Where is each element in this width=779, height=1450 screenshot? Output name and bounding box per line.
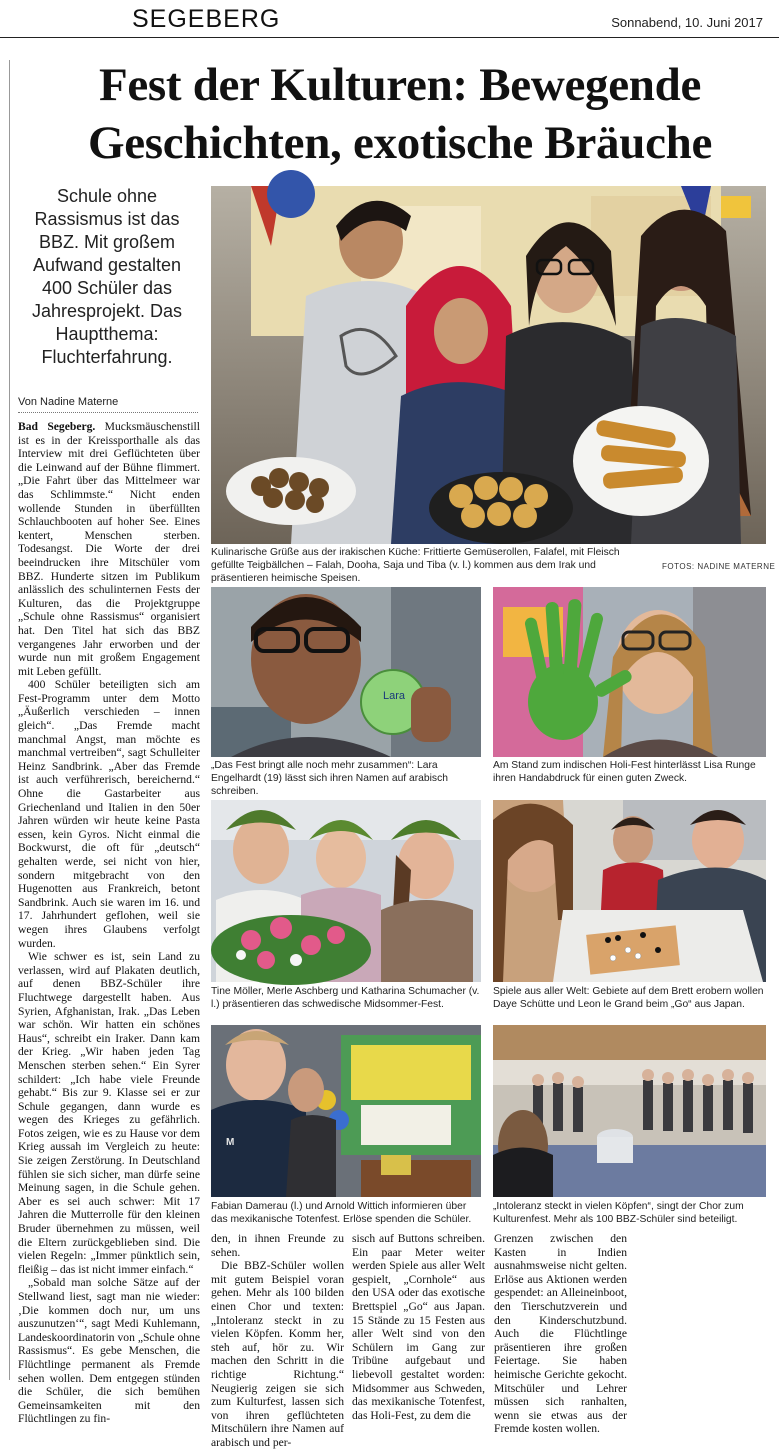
- photo-midsommer: [211, 800, 481, 982]
- body-paragraph: „Sobald man solche Sätze auf der Stellwand liest, sagt man nie wieder: ‚Die kommen doch nur, um uns auszunutzen‘“, sagt Medi Kuhlemann, Landeskoordinatorin von „Schule ohne Rassismus“. Es gebe Menschen, die Flüchtlinge permanent als Fremde sehen wollen. Dem entgegen stünden die Schüler, die sich bemühen Gemeinsamkeiten mit den Flüchtlingen zu fin-: [18, 1276, 200, 1426]
- body-paragraph: 400 Schüler beteiligten sich am Fest-Programm unter dem Motto „Äußerlich verschieden – innen gleich“. „Das Fremde macht manchmal Angst, man möchte es manchmal vertreiben“, sagt Schulleiter Heinz Sandbrink. „Aber das Fremde ist auch verführerisch, bereichernd.“ Ohne die Gastarbeiter aus Griechenland und Italien in den 50er Jahren würden wir heute keine Pasta essen, kein Gyros. Nicht einmal die Bockwurst, die oft für „deutsch“ gehalten werde, sei nicht von hier, sondern mitgebracht von den Hugenotten aus Frankreich, betont Sandbrink. Auch sie waren im 16. und 17. Jahrhundert geflohen, weil sie wegen ihres Glaubens verfolgt wurden.: [18, 678, 200, 950]
- issue-date: Sonnabend, 10. Juni 2017: [611, 15, 763, 30]
- caption-photo-4: Tine Möller, Merle Aschberg und Katharina Schumacher (v. l.) präsentieren das schwedische Midsommer-Fest.: [211, 986, 480, 1010]
- caption-photo-7: „Intoleranz steckt in vielen Köpfen“, singt der Chor zum Kulturenfest. Mehr als 100 BBZ-Schüler sind beteiligt.: [493, 1201, 744, 1225]
- caption-photo-2: „Das Fest bringt alle noch mehr zusammen“: Lara Engelhardt (19) lässt sich ihren Namen auf arabisch schreiben.: [211, 760, 448, 797]
- article-lead: Schule ohne Rassismus ist das BBZ. Mit großem Aufwand gestalten 400 Schüler das Jahresprojekt. Das Hauptthema: Fluchterfahrung.: [31, 186, 183, 367]
- body-paragraph: Grenzen zwischen den Kasten in Indien ausnahmsweise nicht gelten. Erlöse aus Aktionen werden gespendet: an Alleineinboot, den Tierschutzverein und den Kinderschutzbund. Auch die Flüchtlinge präsentieren ihre großen Feiertage. Sie haben heimische Gerichte gekocht. Mitschüler und Lehrer müssen sich ranhalten, wenn sie etwas aus der Fremde kosten wollen.: [494, 1232, 627, 1436]
- article-column-2: [211, 1232, 344, 1449]
- caption-photo-6: Fabian Damerau (l.) und Arnold Wittich informieren über das mexikanische Totenfest. Erlöse spenden die Schüler.: [211, 1201, 472, 1225]
- caption-photo-5: Spiele aus aller Welt: Gebiete auf dem Brett erobern wollen Daye Schütte und Leon le Grand beim „Go“ aus Japan.: [493, 986, 764, 1010]
- article-column-4: [494, 1232, 627, 1436]
- svg-text:M: M: [226, 1137, 235, 1148]
- masthead: [0, 0, 779, 38]
- left-margin-rule: [9, 60, 10, 1380]
- section-title: SEGEBERG: [132, 5, 281, 33]
- photo-totenfest: [211, 1025, 481, 1197]
- paragraph-text: Mucksmäuschenstill ist es in der Kreissporthalle als das Interview mit drei Geflüchteten über die Leinwand auf der Bühne flimmert. „Die Fahrt über das Mittelmeer war das Schlimmste.“ Nicht enden wollende Stunden in überfüllten Schlauchbooten auf hoher See. Eines kentert, Menschen sterben. Todesangst. Die Worte der drei beeindrucken ihre Mitschüler vom BBZ. Hunderte sitzen im Publikum anlässlich des schulinternen Fests der Kulturen, das die Projektgruppe „Schule ohne Rassismus“ organisiert hat. Den Titel hat sich das BBZ vergangenes Jahr erworben und der wurde nun mit großem Engagement mit Leben gefüllt.: [18, 420, 200, 678]
- photo-holi-handprint: [493, 587, 766, 757]
- dateline: Bad Segeberg.: [18, 420, 96, 433]
- caption-photo-3: Am Stand zum indischen Holi-Fest hinterlässt Lisa Runge ihren Handabdruck für einen guten Zweck.: [493, 760, 756, 784]
- body-paragraph: Die BBZ-Schüler wollen mit gutem Beispiel voran gehen. Mehr als 100 bilden einen Chor und texten: „Intoleranz steckt in zu vielen Köpfen. Komm her, steh auf, hör zu. Wir machen den Schritt in die richtige Richtung.“ Neugierig zeigen sie sich zum Kulturfest, lassen sich von ihren geflüchteten Mitschülern ihre Namen auf arabisch und per-: [211, 1259, 344, 1449]
- badge-text: Lara: [383, 690, 406, 702]
- article-column-3: [352, 1232, 485, 1422]
- photo-credit: FOTOS: NADINE MATERNE: [662, 562, 776, 571]
- caption-main-photo: Kulinarische Grüße aus der irakischen Küche: Frittierte Gemüserollen, Falafel, mit Fleisch gefüllte Teigbällchen – Falah, Dooha, Saja und Tiba (v. l.) kommen aus dem Irak und präsentieren heimische Speisen.: [211, 547, 620, 584]
- article-column-1: [18, 420, 200, 1426]
- photo-main-food: [211, 186, 766, 544]
- byline: Von Nadine Materne: [18, 396, 198, 413]
- body-paragraph: sisch auf Buttons schreiben. Ein paar Meter weiter werden Spiele aus aller Welt gespielt, „Cornhole“ aus den USA oder das exotische Brettspiel „Go“ aus Japan. 15 Stände zu 15 Festen aus aller Welt sind von den Schülern im Gang zur Tribüne aufgebaut und liebevoll gestaltet worden: Midsommer aus Schweden, das mexikanische Totenfest, das Holi-Fest, zu dem die: [352, 1232, 485, 1422]
- headline-line-1: Fest der Kulturen: Bewegende: [98, 59, 702, 111]
- body-paragraph: Wie schwer es ist, sein Land zu verlassen, wird auf Plakaten deutlich, auf denen BBZ-Schüler ihre Fluchtwege dargestellt haben. Aus Syrien, Afghanistan, Irak. „Das Leben war schön. Wir hatten ein schönes Haus“, schreibt ein Iraker. Dann kam der Krieg. „Wir haben jeden Tag Menschen sterben sehen.“ Ein Syrer schildert: „Ich habe viele Freunde gehabt.“ Bis zur 9. Klasse sei er zur Schule gegangen, dann wurde es wegen des Krieges zu gefährlich. Fotos zeigen, wie es zu Hause vor dem Krieg aussah im Vergleich zu heute: Sie zeigen Zerstörung. In Deutschland fühlen sie sich sicher, man dürfe seine Meinung sagen, in die Schule gehen. Aber es sei auch schwer: Mit 17 Jahren die Mutterrolle für den kleinen Bruder übernehmen zu müssen, weil die Eltern zurückgeblieben sind. Die vielen Regeln: „Immer pünktlich sein, fleißig – das ist nicht immer einfach.“: [18, 950, 200, 1276]
- photo-choir: [493, 1025, 766, 1197]
- headline: [30, 56, 770, 172]
- headline-line-2: Geschichten, exotische Bräuche: [87, 117, 713, 169]
- body-paragraph: den, in ihnen Freunde zu sehen.: [211, 1232, 344, 1259]
- body-paragraph: [18, 420, 200, 678]
- photo-lara-name-badge: [211, 587, 481, 757]
- photo-go-game: [493, 800, 766, 982]
